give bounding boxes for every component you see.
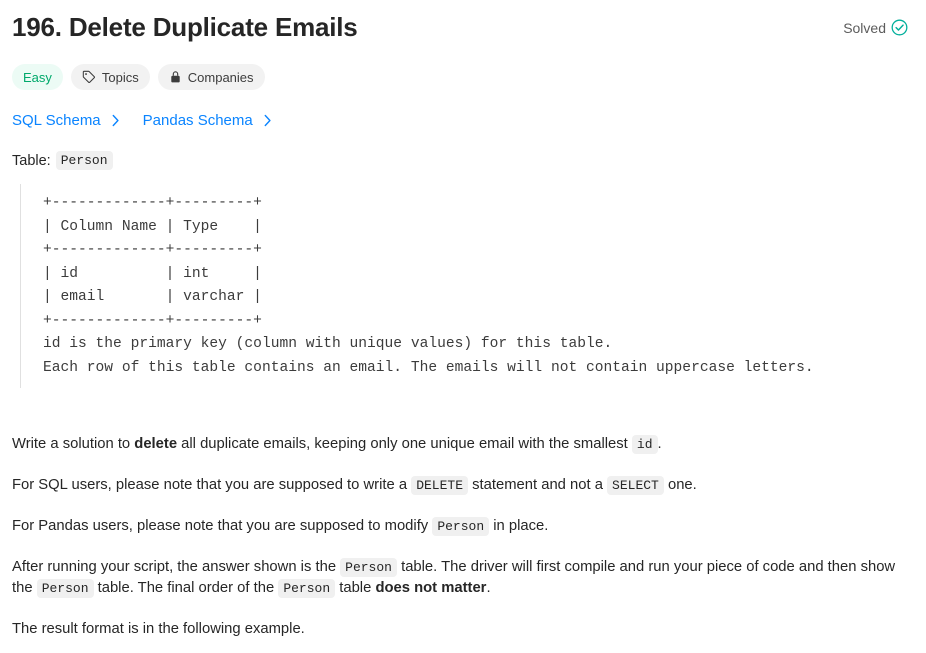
text-fragment: . bbox=[657, 436, 662, 452]
text-fragment: . bbox=[486, 580, 491, 596]
page-title: 196. Delete Duplicate Emails bbox=[12, 12, 358, 42]
companies-label: Companies bbox=[187, 69, 254, 85]
text-fragment: one. bbox=[663, 477, 697, 493]
lock-icon bbox=[169, 70, 182, 84]
status-label: Solved bbox=[843, 19, 886, 36]
pandas-schema-link[interactable] bbox=[143, 112, 273, 129]
schema-pre: +-------------+---------+ | Column Name | Type | +-------------+---------+ | id | int | | email | varchar | +-------------+---------+ id is the primary key (column with unique values) for this table. Each row of this table contains an email. The emails will not contain uppercase letters. bbox=[43, 195, 814, 376]
text-fragment: For Pandas users, please note that you are supposed to modify bbox=[12, 518, 433, 534]
chevron-right-icon bbox=[262, 114, 273, 127]
chevron-right-icon bbox=[110, 114, 121, 127]
inline-code-delete: DELETE bbox=[411, 476, 468, 495]
text-bold: does not matter bbox=[375, 580, 487, 596]
schema-links-row bbox=[12, 112, 908, 129]
table-name-code: Person bbox=[56, 151, 113, 170]
topics-button[interactable] bbox=[71, 64, 150, 90]
text-fragment: After running your script, the answer shown is the bbox=[12, 559, 341, 575]
difficulty-badge-easy[interactable] bbox=[12, 64, 63, 90]
description-paragraph-4 bbox=[12, 557, 908, 599]
text-fragment: table. The driver will first compile and run your piece of code and then show the bbox=[12, 559, 896, 596]
description bbox=[12, 434, 908, 640]
companies-button[interactable] bbox=[158, 64, 265, 90]
text-bold: delete bbox=[134, 436, 178, 452]
description-paragraph-3 bbox=[12, 516, 908, 537]
table-label bbox=[12, 151, 908, 170]
topics-label: Topics bbox=[101, 69, 139, 85]
pandas-schema-label: Pandas Schema bbox=[142, 112, 253, 129]
schema-block bbox=[20, 184, 908, 388]
description-paragraph-5: The result format is in the following example. bbox=[12, 621, 305, 637]
description-paragraph-1 bbox=[12, 434, 908, 455]
text-fragment: Write a solution to bbox=[12, 436, 135, 452]
tag-icon bbox=[82, 70, 96, 84]
inline-code-person: Person bbox=[432, 517, 489, 536]
title-row bbox=[12, 10, 908, 44]
status-badge bbox=[843, 19, 908, 36]
inline-code-id: id bbox=[632, 435, 658, 454]
text-fragment: table. The final order of the bbox=[93, 580, 279, 596]
description-paragraph-2 bbox=[12, 475, 908, 496]
text-fragment: table bbox=[335, 580, 376, 596]
text-fragment: in place. bbox=[489, 518, 549, 534]
check-circle-icon bbox=[891, 19, 908, 36]
inline-code-person: Person bbox=[278, 579, 335, 598]
inline-code-select: SELECT bbox=[607, 476, 664, 495]
difficulty-label: Easy bbox=[23, 69, 52, 85]
text-fragment: For SQL users, please note that you are supposed to write a bbox=[12, 477, 412, 493]
text-fragment: all duplicate emails, keeping only one unique email with the smallest bbox=[177, 436, 632, 452]
inline-code-person: Person bbox=[340, 558, 397, 577]
sql-schema-label: SQL Schema bbox=[12, 112, 101, 129]
text-fragment: statement and not a bbox=[468, 477, 608, 493]
tag-row bbox=[12, 64, 908, 90]
inline-code-person: Person bbox=[37, 579, 94, 598]
sql-schema-link[interactable] bbox=[12, 112, 121, 129]
table-label-text: Table: bbox=[12, 152, 51, 169]
